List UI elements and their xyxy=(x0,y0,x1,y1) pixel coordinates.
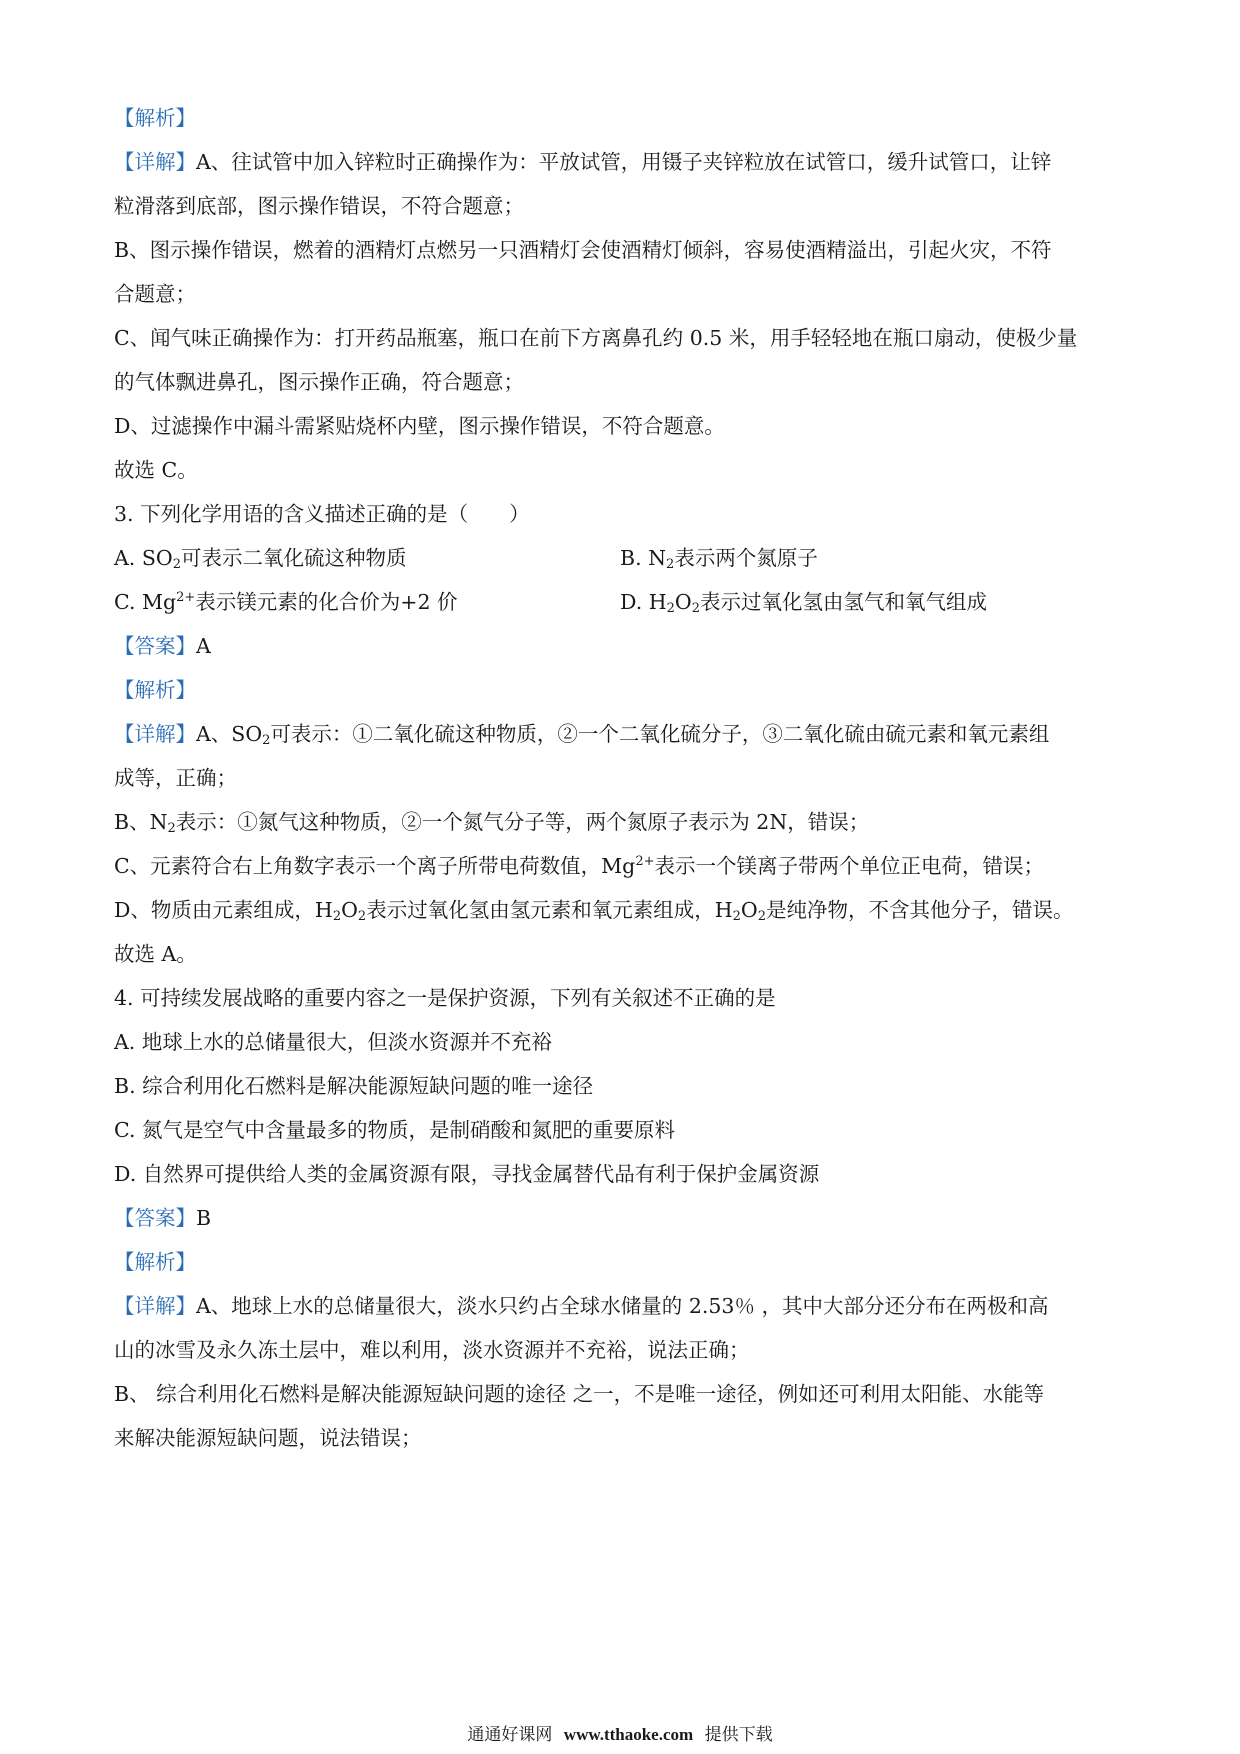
analysis-heading: 【解析】 xyxy=(114,106,196,130)
option-text: 表示镁元素的化合价为+2 价 xyxy=(195,590,458,614)
q4-option-d: D. 自然界可提供给人类的金属资源有限，寻找金属替代品有利于保护金属资源 xyxy=(114,1162,820,1186)
option-text: D. H xyxy=(620,590,667,614)
footer-text: 提供下载 xyxy=(704,1725,773,1745)
q4-option-c: C. 氮气是空气中含量最多的物质，是制硝酸和氮肥的重要原料 xyxy=(114,1118,675,1142)
subscript: 2 xyxy=(666,601,675,616)
detail-line: 的气体飘进鼻孔，图示操作正确，符合题意； xyxy=(114,370,524,394)
detail-text: 表示：①氮气这种物质，②一个氮气分子等，两个氮原子表示为 2N，错误； xyxy=(175,810,870,834)
option-text: B. N xyxy=(620,546,667,570)
option-text: A. SO xyxy=(114,546,173,570)
detail-tag: 【详解】 xyxy=(114,722,196,746)
subscript: 2 xyxy=(357,909,367,924)
answer-tag: 【答案】 xyxy=(114,634,196,658)
question-4-stem: 4. 可持续发展战略的重要内容之一是保护资源，下列有关叙述不正确的是 xyxy=(114,986,776,1010)
detail-line xyxy=(114,852,1044,880)
detail-text: 可表示：①二氧化硫这种物质，②一个二氧化硫分子，③二氧化硫由硫元素和氧元素组 xyxy=(270,722,1050,746)
detail-text: O xyxy=(341,898,358,922)
question-3-stem: 3. 下列化学用语的含义描述正确的是（ ） xyxy=(114,502,530,526)
detail-line: B、图示操作错误，燃着的酒精灯点燃另一只酒精灯会使酒精灯倾斜，容易使酒精溢出，引起火灾，不符 xyxy=(114,238,1052,262)
detail-text: O xyxy=(740,898,758,922)
answer-value: B xyxy=(196,1206,212,1230)
detail-tag: 【详解】 xyxy=(114,1294,196,1318)
detail-line xyxy=(114,148,1051,176)
q4-answer-line xyxy=(114,1204,211,1232)
detail-line: 粒滑落到底部，图示操作错误，不符合题意； xyxy=(114,194,524,218)
detail-line: 成等，正确； xyxy=(114,766,237,790)
detail-line xyxy=(114,808,869,836)
detail-line xyxy=(114,1292,1048,1320)
subscript: 2 xyxy=(691,601,700,616)
detail-line: 来解决能源短缺问题，说法错误； xyxy=(114,1426,422,1450)
answer-tag: 【答案】 xyxy=(114,1206,196,1230)
analysis-heading: 【解析】 xyxy=(114,678,196,702)
footer-site-name: 通通好课网 xyxy=(467,1725,553,1745)
footer-url-link[interactable]: www.tthaoke.com xyxy=(563,1725,694,1744)
detail-line: C、闻气味正确操作为：打开药品瓶塞，瓶口在前下方离鼻孔约 0.5 米，用手轻轻地在瓶口扇动，使极少量 xyxy=(114,326,1078,350)
detail-line: 合题意； xyxy=(114,282,196,306)
detail-tag: 【详解】 xyxy=(114,150,196,174)
q3-answer-line xyxy=(114,632,211,660)
detail-line xyxy=(114,896,1073,924)
page-footer xyxy=(0,1724,1240,1746)
detail-text: 表示一个镁离子带两个单位正电荷，错误； xyxy=(654,854,1044,878)
q3-option-a xyxy=(114,544,406,572)
subscript: 2 xyxy=(172,557,181,572)
option-text: 表示两个氮原子 xyxy=(674,546,818,570)
q4-option-b: B. 综合利用化石燃料是解决能源短缺问题的唯一途径 xyxy=(114,1074,594,1098)
detail-line xyxy=(114,720,1049,748)
q4-option-a: A. 地球上水的总储量很大，但淡水资源并不充裕 xyxy=(114,1030,552,1054)
option-text: O xyxy=(674,590,692,614)
detail-text: C、元素符合右上角数字表示一个离子所带电荷数值，Mg xyxy=(114,854,636,878)
detail-text: D、物质由元素组成，H xyxy=(114,898,333,922)
subscript: 2 xyxy=(332,909,342,924)
q3-option-b xyxy=(620,544,818,572)
detail-line: 山的冰雪及永久冻土层中，难以利用，淡水资源并不充裕，说法正确； xyxy=(114,1338,750,1362)
detail-text: A、往试管中加入锌粒时正确操作为：平放试管，用镊子夹锌粒放在试管口，缓升试管口，让锌 xyxy=(196,150,1052,174)
option-text: 可表示二氧化硫这种物质 xyxy=(180,546,407,570)
detail-text: B、N xyxy=(114,810,168,834)
detail-text: 是纯净物，不含其他分子，错误。 xyxy=(765,898,1074,922)
conclusion-line: 故选 A。 xyxy=(114,942,197,966)
q3-option-c xyxy=(114,588,458,616)
subscript: 2 xyxy=(757,909,766,924)
detail-line: B、 综合利用化石燃料是解决能源短缺问题的途径 之一，不是唯一途径，例如还可利用太阳能、水能等 xyxy=(114,1382,1045,1406)
detail-text: A、地球上水的总储量很大，淡水只约占全球水储量的 2.53％ ，其中大部分还分布在两极和高 xyxy=(196,1294,1049,1318)
answer-value: A xyxy=(196,634,211,658)
superscript: 2+ xyxy=(635,854,655,869)
detail-text: 表示过氧化氢由氢元素和氧元素组成，H xyxy=(366,898,733,922)
superscript: 2+ xyxy=(176,590,196,605)
q3-option-d xyxy=(620,588,987,616)
subscript: 2 xyxy=(167,821,176,836)
detail-line: D、过滤操作中漏斗需紧贴烧杯内壁，图示操作错误，不符合题意。 xyxy=(114,414,725,438)
detail-text: A、SO xyxy=(196,722,263,746)
subscript: 2 xyxy=(732,909,741,924)
conclusion-line: 故选 C。 xyxy=(114,458,198,482)
option-text: C. Mg xyxy=(114,590,177,614)
subscript: 2 xyxy=(262,733,271,748)
subscript: 2 xyxy=(666,557,675,572)
analysis-heading: 【解析】 xyxy=(114,1250,196,1274)
option-text: 表示过氧化氢由氢气和氧气组成 xyxy=(700,590,987,614)
